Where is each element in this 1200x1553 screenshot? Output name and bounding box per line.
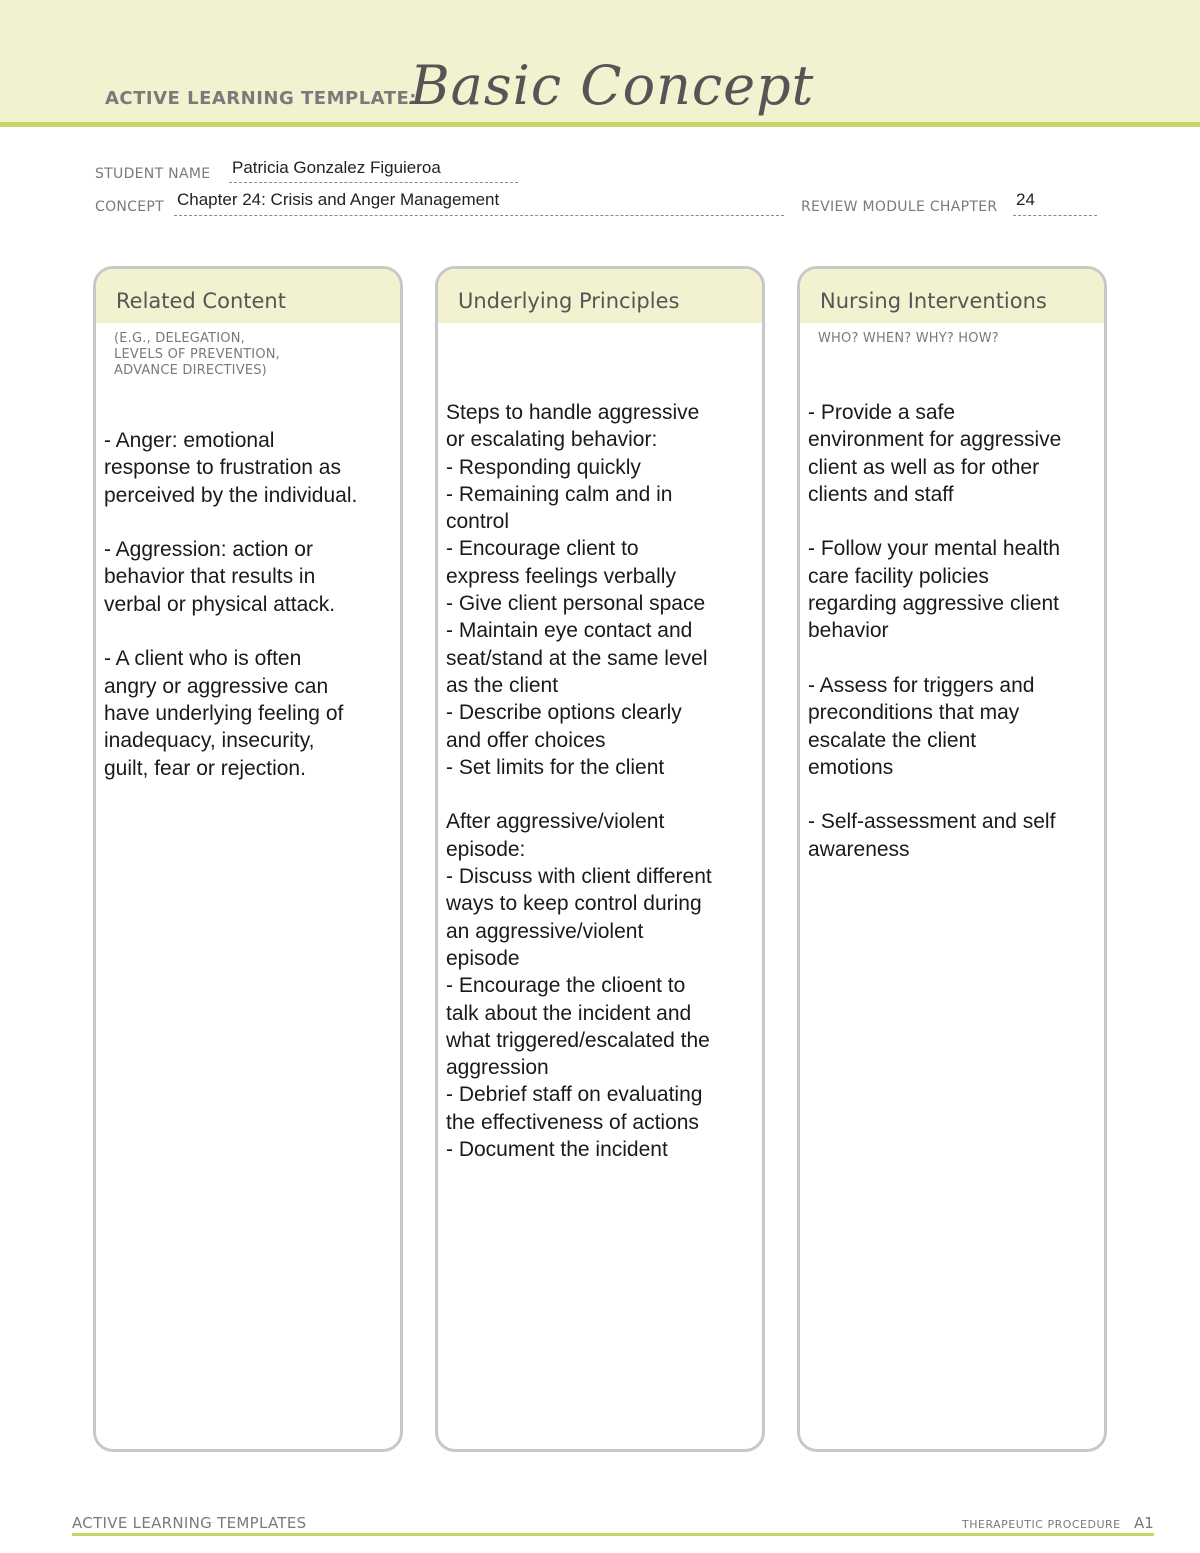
- review-module-label: REVIEW MODULE CHAPTER: [801, 199, 998, 215]
- nursing-interventions-subtitle: WHO? WHEN? WHY? HOW?: [818, 331, 999, 346]
- template-title: Basic Concept: [410, 54, 815, 117]
- nursing-interventions-title: Nursing Interventions: [820, 289, 1047, 313]
- nursing-interventions-panel: [797, 266, 1107, 1452]
- underlying-principles-title: Underlying Principles: [458, 289, 680, 313]
- related-content-body[interactable]: - Anger: emotional response to frustration as perceived by the individual. - Aggression: action or behavior that results in verbal or physical attack. - A client who is often angry or aggressive can have underlying feeling of inadequacy, insecurity, guilt, fear or rejection.: [104, 429, 358, 780]
- student-name-line: [229, 182, 518, 183]
- related-content-title: Related Content: [116, 289, 286, 313]
- template-label: ACTIVE LEARNING TEMPLATE:: [105, 88, 417, 109]
- footer-page-number: A1: [1134, 1514, 1154, 1532]
- student-name-field[interactable]: Patricia Gonzalez Figuieroa: [232, 158, 441, 177]
- concept-line: [174, 215, 784, 216]
- footer-right-label: THERAPEUTIC PROCEDURE: [962, 1518, 1121, 1531]
- footer-divider: [72, 1533, 1154, 1536]
- concept-label: CONCEPT: [95, 199, 164, 215]
- review-module-field[interactable]: 24: [1016, 190, 1035, 209]
- related-content-panel: [93, 266, 403, 1452]
- underlying-principles-body[interactable]: Steps to handle aggressive or escalating behavior: - Responding quickly - Remaining calm and in control - Encourage client to express feelings verbally - Give client personal space - Maintain eye contact and seat/stand at the same level as the client - Describe options clearly and offer choices - Set limits for the client After aggressive/violent episode: - Discuss with client different ways to keep control during an aggressive/violent episode - Encourage the clioent to talk about the incident and what triggered/escalated the aggression - Debrief staff on evaluating the effectiveness of actions - Document the incident: [446, 401, 712, 1162]
- review-module-line: [1013, 215, 1097, 216]
- underlying-principles-panel: [435, 266, 765, 1452]
- footer-left-label: ACTIVE LEARNING TEMPLATES: [72, 1514, 307, 1532]
- nursing-interventions-body[interactable]: - Provide a safe environment for aggressive client as well as for other clients and staff - Follow your mental health care facility policies regarding aggressive client behavior - Assess for triggers and preconditions that may escalate the client emotions - Self-assessment and self awareness: [808, 401, 1062, 861]
- concept-field[interactable]: Chapter 24: Crisis and Anger Management: [177, 190, 500, 209]
- related-content-subtitle: (E.G., DELEGATION, LEVELS OF PREVENTION, ADVANCE DIRECTIVES): [114, 331, 281, 378]
- header-divider: [0, 122, 1200, 127]
- student-name-label: STUDENT NAME: [95, 166, 211, 182]
